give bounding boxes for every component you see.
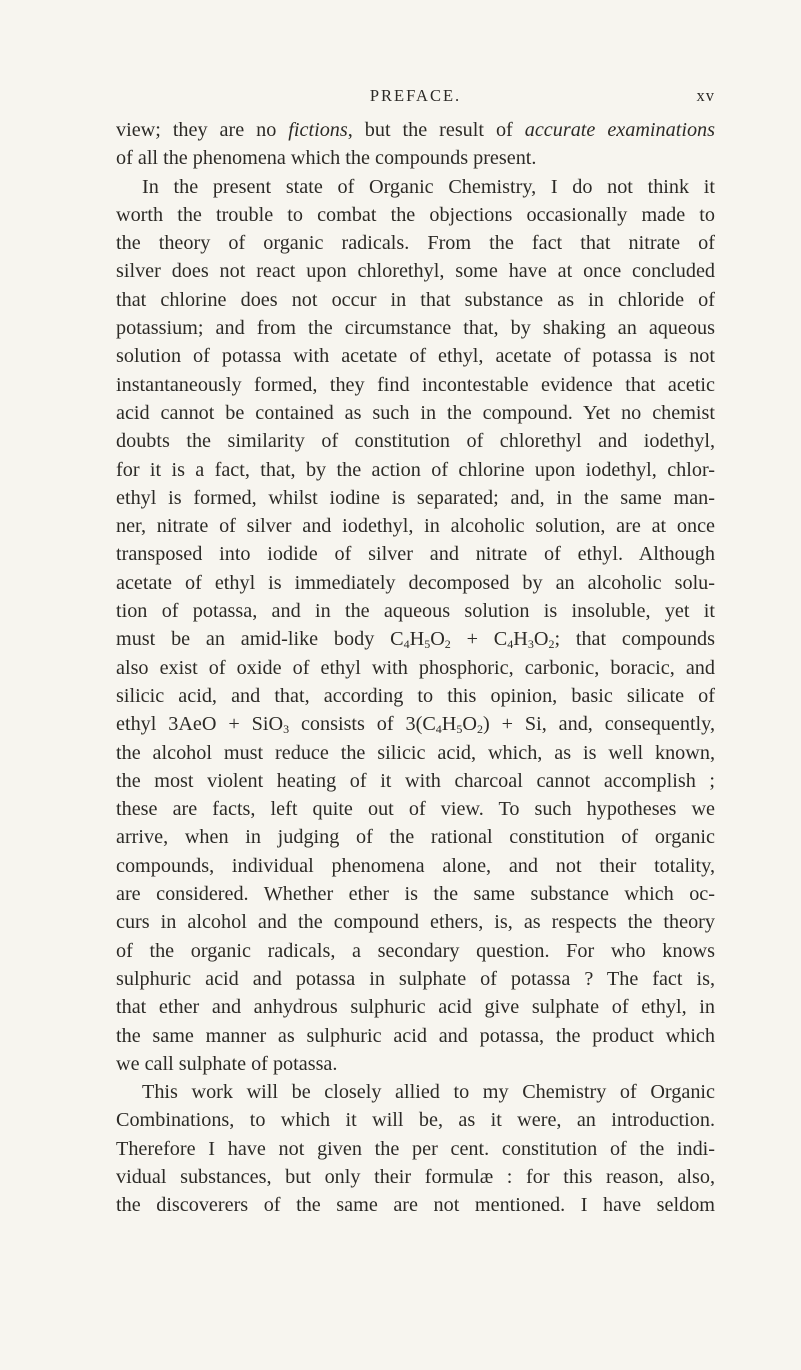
text-line: curs in alcohol and the compound ethers, is, as respects the theory: [116, 911, 715, 934]
text-line: the discoverers of the same are not mentioned. I have seldom: [116, 1194, 715, 1217]
text-line: potassium; and from the circumstance that, by shaking an aqueous: [116, 317, 715, 340]
page-number: xv: [696, 86, 715, 105]
formula-line: must be an amid-like body $C_4H_5O_2 + C_4H_3O_2$; that compounds: [116, 628, 715, 652]
running-head: [116, 86, 715, 116]
text-line: we call sulphate of potassa.: [116, 1052, 338, 1075]
text-line: the most violent heating of it with charcoal cannot accomplish ;: [116, 769, 715, 792]
text-line: compounds, individual phenomena alone, and not their totality,: [116, 854, 715, 877]
text-line: doubts the similarity of constitution of chlorethyl and iodethyl,: [116, 430, 715, 453]
text-line: are considered. Whether ether is the same substance which oc-: [116, 883, 715, 906]
formula-line: ethyl 3AeO + SiO$_3$ consists of $3(C_4H_5O_2) + Si$, and, consequently,: [116, 713, 715, 737]
text-line: solution of potassa with acetate of ethyl, acetate of potassa is not: [116, 345, 715, 368]
text-line: worth the trouble to combat the objections occasionally made to: [116, 203, 715, 226]
text-line: ner, nitrate of silver and iodethyl, in alcoholic solution, are at once: [116, 515, 715, 538]
text-line: ethyl is formed, whilst iodine is separated; and, in the same man-: [116, 486, 715, 509]
text-line: the theory of organic radicals. From the fact that nitrate of: [116, 232, 715, 255]
text-line: arrive, when in judging of the rational constitution of organic: [116, 826, 715, 849]
italic-fictions: fictions: [288, 119, 348, 141]
text-line: of all the phenomena which the compounds present.: [116, 147, 537, 170]
text-line: also exist of oxide of ethyl with phosphoric, carbonic, boracic, and: [116, 656, 715, 679]
text-line: acid cannot be contained as such in the compound. Yet no chemist: [116, 401, 715, 424]
text-line: for it is a fact, that, by the action of chlorine upon iodethyl, chlor-: [116, 458, 715, 481]
paragraph-start-line: This work will be closely allied to my Chemistry of Organic: [142, 1081, 715, 1104]
text-line: the alcohol must reduce the silicic acid, which, as is well known,: [116, 741, 715, 764]
text-line: tion of potassa, and in the aqueous solution is insoluble, yet it: [116, 600, 715, 623]
text-line: view; they are no fictions, but the result of accurate examinations: [116, 119, 715, 141]
body-text: [116, 116, 715, 1220]
running-head-title: PREFACE.: [369, 86, 462, 105]
paragraph-start-line: In the present state of Organic Chemistry, I do not think it: [142, 175, 715, 198]
text-line: Therefore I have not given the per cent. constitution of the indi-: [116, 1137, 715, 1160]
text-line: silicic acid, and that, according to this opinion, basic silicate of: [116, 684, 715, 707]
text-line: that ether and anhydrous sulphuric acid give sulphate of ethyl, in: [116, 996, 715, 1019]
text-line: that chlorine does not occur in that substance as in chloride of: [116, 288, 715, 311]
text-line: acetate of ethyl is immediately decomposed by an alcoholic solu-: [116, 571, 715, 594]
text-line: these are facts, left quite out of view. To such hypotheses we: [116, 798, 715, 821]
text-line: instantaneously formed, they find incontestable evidence that acetic: [116, 373, 715, 396]
text-line: silver does not react upon chlorethyl, some have at once concluded: [116, 260, 715, 283]
text-line: sulphuric acid and potassa in sulphate of potassa ? The fact is,: [116, 967, 715, 990]
text-line: transposed into iodide of silver and nitrate of ethyl. Although: [116, 543, 715, 566]
italic-accurate-examinations: accurate examinations: [524, 119, 715, 141]
text-line: Combinations, to which it will be, as it were, an introduction.: [116, 1109, 715, 1132]
text-line: vidual substances, but only their formulæ : for this reason, also,: [116, 1165, 715, 1188]
text-line: the same manner as sulphuric acid and potassa, the product which: [116, 1024, 715, 1047]
text-line: of the organic radicals, a secondary question. For who knows: [116, 939, 715, 962]
